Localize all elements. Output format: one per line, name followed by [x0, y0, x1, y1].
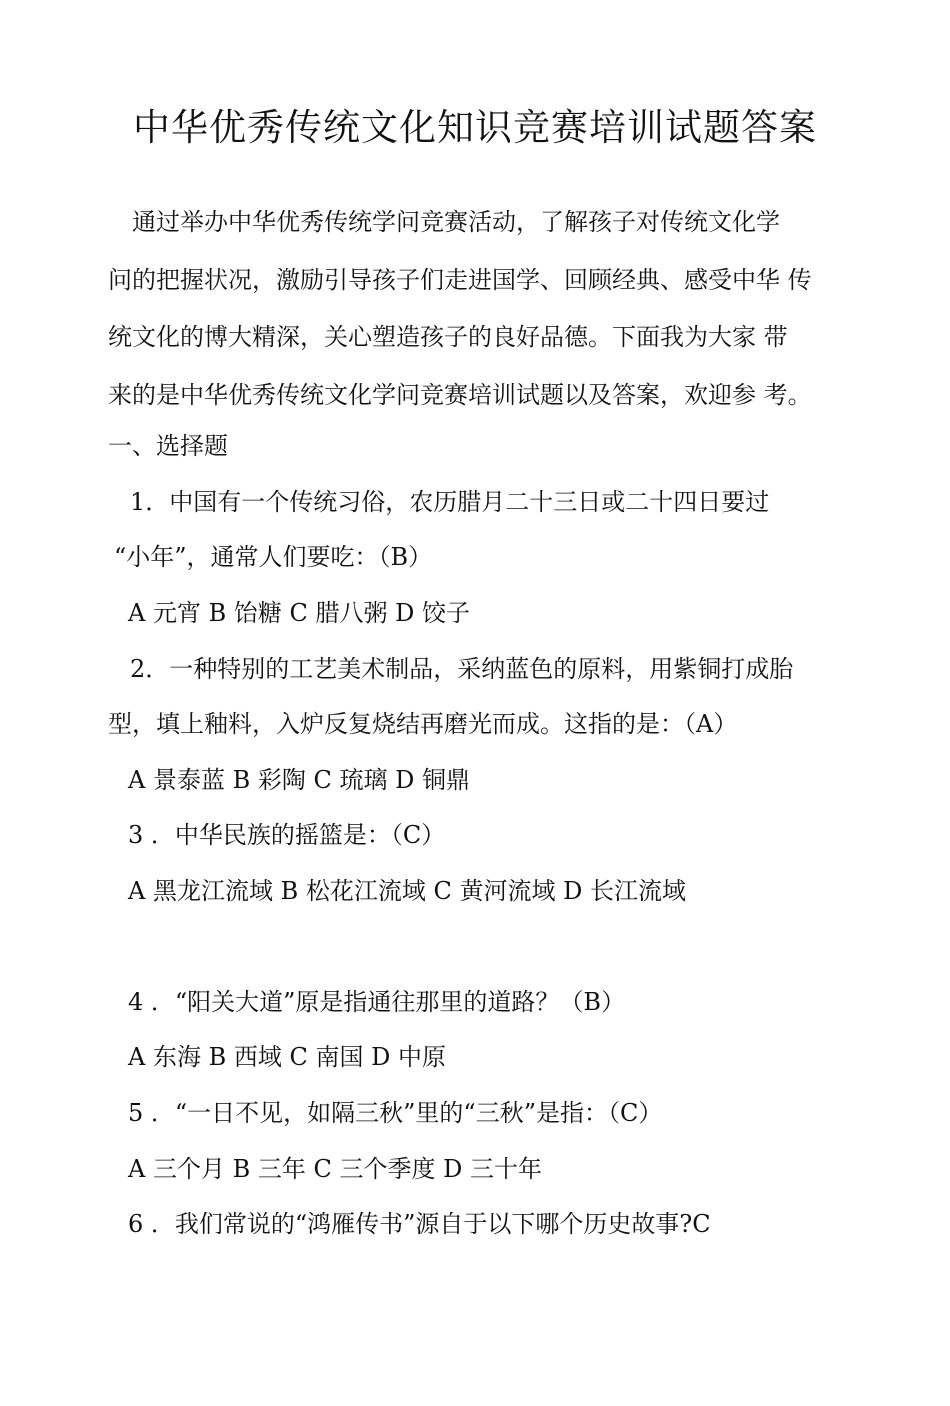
question-1-text-cont: “小年”，通常人们要吃：（B） — [114, 543, 433, 571]
intro-paragraph — [108, 194, 848, 424]
question-5-options: A 三个月 B 三年 C 三个季度 D 三十年 — [128, 1155, 542, 1183]
question-1-text: 1．中国有一个传统习俗，农历腊月二十三日或二十四日要过 — [130, 488, 770, 516]
question-4-options: A 东海 B 西域 C 南国 D 中原 — [128, 1043, 446, 1071]
question-2-text-cont: 型，填上釉料，入炉反复烧结再磨光而成。这指的是：（A） — [108, 710, 738, 738]
document-title: 中华优秀传统文化知识竞赛培训试题答案 — [133, 106, 817, 149]
question-2-options: A 景泰蓝 B 彩陶 C 琉璃 D 铜鼎 — [128, 766, 470, 794]
question-3-text: 3 ．中华民族的摇篮是：（C） — [128, 821, 446, 849]
question-3-options: A 黑龙江流域 B 松花江流域 C 黄河流域 D 长江流域 — [128, 877, 686, 905]
intro-line: 统文化的博大精深，关心塑造孩子的良好品德。下面我为大家 带 — [108, 323, 788, 351]
intro-line: 问的把握状况，激励引导孩子们走进国学、回顾经典、感受中华 传 — [108, 265, 812, 294]
question-2-text: 2．一种特别的工艺美术制品，采纳蓝色的原料，用紫铜打成胎 — [130, 655, 794, 683]
question-5-text: 5 ．“一日不见，如隔三秋”里的“三秋”是指：（C） — [128, 1099, 663, 1127]
question-6-text: 6 ．我们常说的“鸿雁传书”源自于以下哪个历史故事?C — [128, 1210, 711, 1238]
section-heading: 一、选择题 — [108, 432, 228, 460]
intro-line: 来的是中华优秀传统文化学问竞赛培训试题以及答案，欢迎参 考。 — [108, 380, 812, 409]
question-1-options: A 元宵 B 饴糖 C 腊八粥 D 饺子 — [128, 599, 470, 627]
question-4-text: 4 ．“阳关大道”原是指通往那里的道路？（B） — [128, 988, 626, 1016]
intro-line: 通过举办中华优秀传统学问竞赛活动，了解孩子对传统文化学 — [132, 208, 780, 236]
